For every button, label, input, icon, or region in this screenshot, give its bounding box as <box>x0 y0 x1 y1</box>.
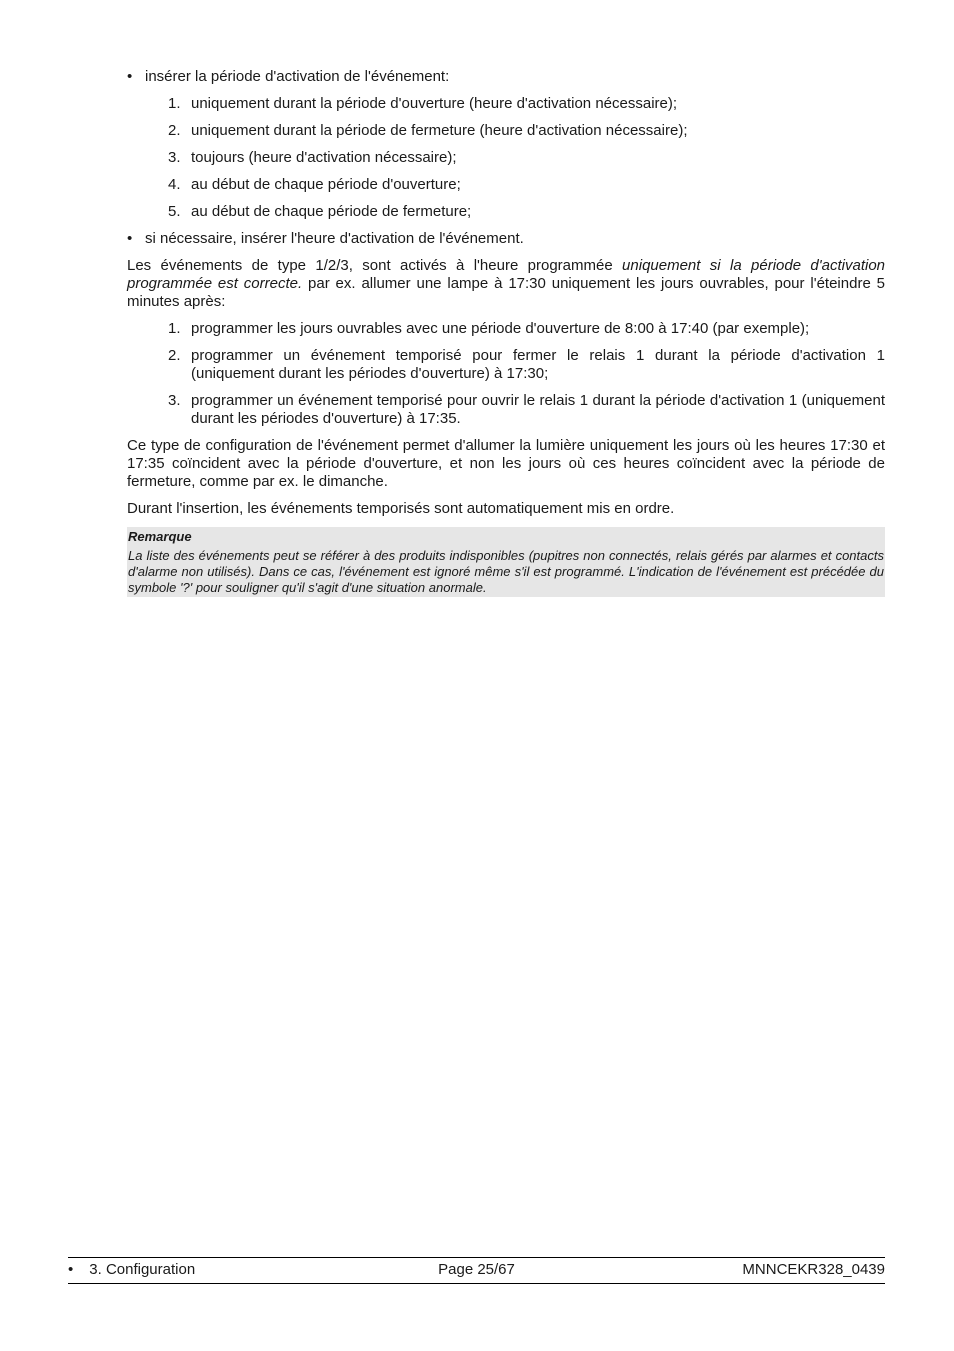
item-text: programmer un événement temporisé pour fermer le relais 1 durant la période d'activation 1 (uniquement durant les périodes d'ouverture) à 17:30; <box>191 347 885 382</box>
page-content <box>127 68 885 597</box>
text-run: par ex. allumer une lampe à 17:30 uniquement les jours ouvrables, pour l'éteindre 5 minutes après: <box>127 275 885 310</box>
item-text: programmer un événement temporisé pour ouvrir le relais 1 durant la période d'activation 1 (uniquement durant les périodes d'ouverture) à 17:35. <box>191 392 885 427</box>
text-run: Les événements de type 1/2/3, sont activés à l'heure programmée <box>127 257 623 274</box>
bullet-text: si nécessaire, insérer l'heure d'activation de l'événement. <box>145 230 524 247</box>
item-text: au début de chaque période de fermeture; <box>191 203 472 220</box>
list-item <box>127 392 885 428</box>
item-number: 2. <box>168 122 181 139</box>
paragraph-insertion: Durant l'insertion, les événements temporisés sont automatiquement mis en ordre. <box>127 500 675 517</box>
bullet-icon: • <box>127 230 133 247</box>
item-text: toujours (heure d'activation nécessaire); <box>191 149 457 166</box>
list-item <box>127 347 885 383</box>
paragraph-event-types <box>127 257 885 311</box>
bullet-item <box>127 68 885 86</box>
list-item <box>127 203 885 221</box>
emphasis-text: uniquement si la période d'activation programmée est correcte. <box>127 257 885 292</box>
item-number: 3. <box>168 392 181 409</box>
list-item <box>127 122 885 140</box>
activation-period-list <box>127 95 885 221</box>
list-item <box>127 95 885 113</box>
item-text: au début de chaque période d'ouverture; <box>191 176 461 193</box>
item-number: 1. <box>168 320 181 337</box>
page-footer <box>68 1257 885 1284</box>
list-item <box>127 176 885 194</box>
bullet-icon: • <box>127 68 133 85</box>
bullet-icon: • <box>68 1261 74 1278</box>
footer-document-id: MNNCEKR328_0439 <box>742 1261 885 1278</box>
note-box <box>127 527 885 597</box>
footer-page-number: Page 25/67 <box>438 1261 515 1278</box>
bullet-text: insérer la période d'activation de l'événement: <box>145 68 450 85</box>
paragraph-configuration: Ce type de configuration de l'événement permet d'allumer la lumière uniquement les jours où les heures 17:30 et 17:35 coïncident avec la période d'ouverture, et non les jours où ces heures coïncident avec la période de fermeture, comme par ex. le dimanche. <box>127 437 885 490</box>
list-item <box>127 149 885 167</box>
item-number: 1. <box>168 95 181 112</box>
list-item <box>127 320 885 338</box>
example-steps-list <box>127 320 885 428</box>
item-number: 4. <box>168 176 181 193</box>
bullet-item <box>127 230 885 248</box>
item-number: 5. <box>168 203 181 220</box>
item-text: uniquement durant la période d'ouverture (heure d'activation nécessaire); <box>191 95 678 112</box>
footer-section-label: 3. Configuration <box>89 1261 196 1278</box>
item-number: 3. <box>168 149 181 166</box>
note-title: Remarque <box>128 529 192 544</box>
item-text: uniquement durant la période de fermeture (heure d'activation nécessaire); <box>191 122 688 139</box>
item-text: programmer les jours ouvrables avec une période d'ouverture de 8:00 à 17:40 (par exemple); <box>191 320 810 337</box>
note-body: La liste des événements peut se référer à des produits indisponibles (pupitres non connectés, relais gérés par alarmes et contacts d'alarme non utilisés). Dans ce cas, l'événement est ignoré même s'il est programmé. L'indication de l'événement est précédée du symbole '?' pour souligner qu'il s'agit d'une situation anormale. <box>128 548 884 595</box>
item-number: 2. <box>168 347 181 364</box>
